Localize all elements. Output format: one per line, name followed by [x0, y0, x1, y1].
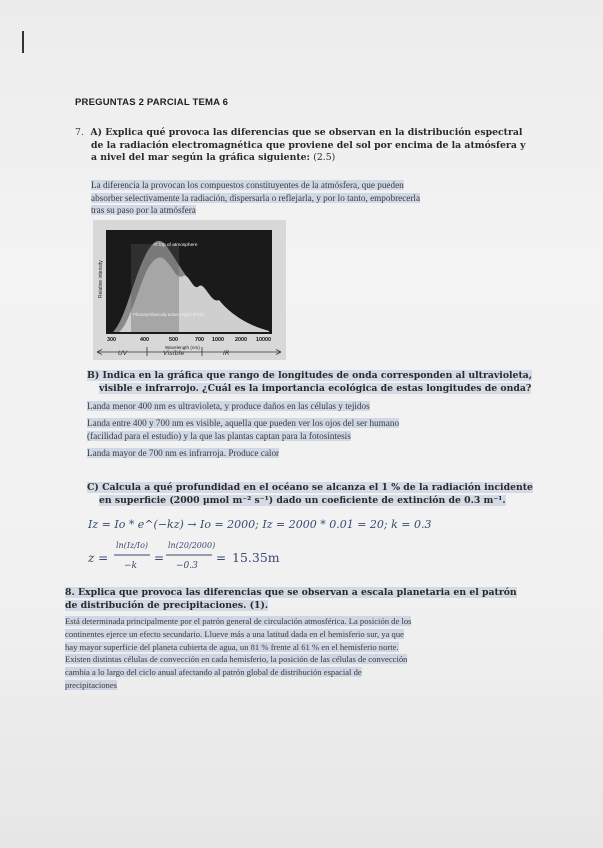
answer-7a-line1: La diferencia la provocan los compuestos constituyentes de la atmósfera, que pueden: [91, 180, 404, 190]
question-7b-line2: visible e infrarrojo. ¿Cuál es la importancia ecológica de estas longitudes de onda?: [99, 382, 532, 394]
answer-7b: [87, 400, 547, 460]
tick-400: 400: [140, 337, 149, 343]
answer-8-line2: continentes ejerce un efecto secundario. Llueve más a una latitud dada en el hemisferio sur, ya que: [65, 628, 404, 639]
question-8: [65, 587, 545, 612]
answer-8: [65, 615, 545, 692]
question-7b: [87, 370, 547, 395]
tick-700: 700: [195, 337, 204, 343]
question-8-line1: 8. Explica que provoca las diferencias que se observan a escala planetaria en el patrón: [65, 587, 517, 598]
pen-mark: [22, 31, 24, 53]
answer-8-line3: hay mayor superficie del planeta cubierta de agua, un 81 % frente al 61 % en el hemisferio norte.: [65, 641, 399, 652]
question-7c-line1: C) Calcula a qué profundidad en el océano se alcanza el 1 % de la radiación incidente: [87, 482, 533, 493]
eq2-den2: −0.3: [176, 561, 198, 571]
answer-8-line1: Está determinada principalmente por el patrón general de circulación atmosférica. La posición de los: [65, 616, 412, 626]
answer-7b-line1: Landa menor 400 nm es ultravioleta, y produce daños en las células y tejidos: [87, 401, 370, 411]
question-7a-line1: 7. A) Explica qué provoca las diferencias que se observan en la distribución espectral: [75, 127, 523, 138]
label-sea-level: At sea level: [189, 273, 214, 278]
figure-xlabel: Wavelength (nm): [165, 345, 200, 350]
hand-uv: UV: [118, 349, 128, 357]
answer-7a-line3: tras su paso por la atmósfera: [91, 205, 196, 216]
question-7c: [87, 482, 547, 507]
eq2-den1: −k: [124, 561, 137, 571]
question-8-line2: de distribución de precipitaciones. (1).: [65, 599, 269, 611]
tick-1000: 1000: [212, 337, 224, 343]
figure-ylabel: Relative intensity: [98, 260, 104, 298]
answer-8-line5: cambia a lo largo del ciclo anual afectando al patrón global de distribución espacial de: [65, 667, 362, 678]
question-7a: [75, 127, 535, 165]
answer-7b-line3: (facilidad para el estudio) y la que las plantas captan para la fotosíntesis: [87, 431, 351, 441]
answer-7b-line2: Landa entre 400 y 700 nm es visible, aquella que pueden ver los ojos del ser humano: [87, 418, 400, 428]
question-7a-line2: de la radiación electromagnética que proviene del sol por encima de la atmósfera y: [91, 139, 526, 151]
eq2-num2: ln(20/2000): [168, 541, 216, 550]
eq2-z: z =: [88, 551, 109, 565]
answer-7a: [91, 179, 551, 217]
question-7c-line2: en superficie (2000 μmol m⁻² s⁻¹) dado un coeficiente de extinción de 0.3 m⁻¹.: [99, 494, 506, 506]
hand-ir: IR: [223, 349, 230, 357]
answer-8-line6: precipitaciones: [65, 679, 118, 690]
eq2-result: 15.35m: [232, 550, 280, 565]
equation-2: [86, 537, 286, 575]
question-7a-line3: a nivel del mar según la gráfica siguiente: (2.5): [91, 152, 336, 164]
answer-7b-line4: Landa mayor de 700 nm es infrarroja. Produce calor: [87, 448, 280, 458]
svg-text:=: =: [154, 551, 165, 565]
page-title: PREGUNTAS 2 PARCIAL TEMA 6: [75, 97, 229, 108]
tick-300: 300: [107, 337, 116, 343]
label-top-of-atmosphere: At top of atmosphere: [153, 243, 198, 248]
spectral-figure: [93, 220, 286, 360]
answer-8-line4: Existen distintas células de convección en cada hemisferio, la posición de las células de convección: [65, 654, 408, 665]
tick-10000: 10000: [256, 337, 271, 343]
equation-1: Iz = Io * e^(−kz) → Io = 2000; Iz = 2000 * 0.01 = 20; k = 0.3: [88, 518, 432, 531]
tick-2000: 2000: [235, 337, 247, 343]
svg-text:=: =: [216, 551, 227, 565]
label-par: Photosynthetically active region (PAR): [133, 312, 204, 317]
question-7b-line1: B) Indica en la gráfica que rango de longitudes de onda corresponden al ultravioleta,: [87, 370, 533, 381]
eq2-num1: ln(Iz/Io): [116, 541, 148, 550]
tick-500: 500: [169, 337, 178, 343]
hand-visible: Visible: [163, 349, 185, 357]
par-region: [131, 244, 179, 332]
answer-7a-line2: absorber selectivamente la radiación, dispersarla o reflejarla, y por lo tanto, empobrecerla: [91, 192, 421, 203]
